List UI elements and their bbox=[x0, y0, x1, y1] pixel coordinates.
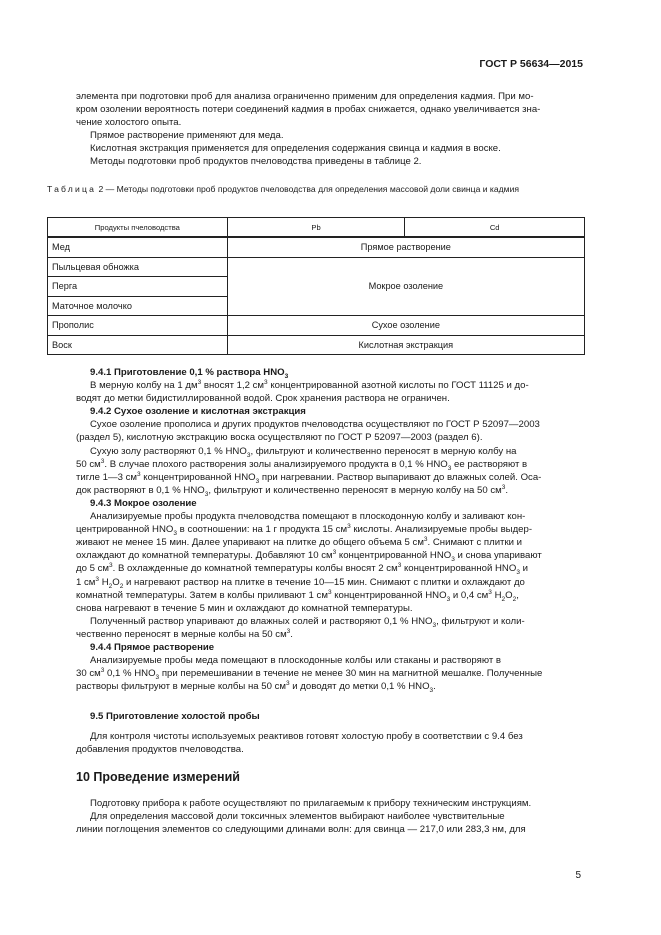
intro-paragraph-2: Прямое растворение применяют для меда. bbox=[90, 130, 284, 142]
section-9-5-title: 9.5 Приготовление холостой пробы bbox=[90, 711, 260, 722]
intro-paragraph-3: Кислотная экстракция применяется для определения содержания свинца и кадмия в воске. bbox=[90, 143, 501, 155]
section-9-4-3-line-5: до 5 $см^3$. В охлажденные до комнатной температуры колбы вносят 2 $см^3$ концентрированной $HNO_3$ и bbox=[76, 562, 528, 577]
section-9-4-3-line-2: центрированной $HNO_3$ в соотношении: на 1 г продукта 15 $см^3$ кислоты. Анализируемые пробы выдер- bbox=[76, 522, 533, 538]
intro-line-3: чение холостого опыта. bbox=[76, 117, 182, 129]
table-cell-product: Прополис bbox=[48, 316, 228, 336]
section-9-4-2-para-1: Сухое озоление прополиса и других продуктов пчеловодства осуществляют по ГОСТ Р 52097—2003 bbox=[90, 419, 540, 431]
section-9-5 bbox=[76, 710, 584, 756]
section-9-4-3-title: 9.4.3 Мокрое озоление bbox=[90, 497, 197, 509]
section-9-4-3-line-4: охлаждают до комнатной температуры. Добавляют 10 $см^3$ концентрированной $HNO_3$ и снова упаривают bbox=[76, 549, 542, 564]
table-caption bbox=[47, 184, 585, 196]
document-code: ГОСТ Р 56634—2015 bbox=[479, 58, 583, 70]
intro-block bbox=[76, 90, 584, 169]
table-cell-product: Маточное молочко bbox=[48, 296, 228, 316]
section-9-4-4-line-3: растворы фильтруют в мерные колбы на 50 $см^3$ и доводят до метки 0,1 % $HNO_3$. bbox=[76, 680, 436, 695]
table-caption-label: Таблица bbox=[47, 184, 97, 194]
table-cell-product: Воск bbox=[48, 335, 228, 355]
table-header-row bbox=[48, 218, 585, 238]
table-header-pb: Pb bbox=[227, 218, 405, 238]
section-9-4-2-para-2: Сухую золу растворяют 0,1 % $HNO_3$, фильтруют и количественно переносят в мерную колбу на bbox=[90, 445, 517, 459]
section-9-4-2-title: 9.4.2 Сухое озоление и кислотная экстракция bbox=[90, 406, 306, 418]
table-cell-method: Кислотная экстракция bbox=[227, 335, 584, 355]
section-10-title: 10 Проведение измерений bbox=[76, 770, 240, 784]
section-9-4-4-line-2: 30 $см^3$ 0,1 % $HNO_3$ при перемешивании в течение не менее 30 мин на магнитной мешалке. Полученные bbox=[76, 666, 543, 682]
page-number: 5 bbox=[575, 870, 581, 881]
section-9-4-3-line-6: 1 $см^3$ $H_2O_2$ и нагревают раствор на плитке в течение 10—15 мин. Снимают с плитки и охлаждают до bbox=[76, 575, 525, 590]
section-9-4-3-line-10: чественно переносят в мерные колбы на 50 $см^3$. bbox=[76, 627, 293, 640]
section-9-4-2-para-1b: (раздел 5), кислотную экстракцию воска осуществляют по ГОСТ Р 52097—2003 (раздел 6). bbox=[76, 432, 483, 444]
section-9-4-4-line-1: Анализируемые пробы меда помещают в плоскодонные колбы или стаканы и растворяют в bbox=[90, 655, 501, 667]
section-10-line-1: Подготовку прибора к работе осуществляют по прилагаемым к прибору техническим инструкциям. bbox=[90, 798, 532, 809]
section-10-line-3: линии поглощения элементов со следующими длинами волн: для свинца — 217,0 или 283,3 нм, для bbox=[76, 824, 526, 836]
table-header-cd: Cd bbox=[405, 218, 585, 238]
section-9-4-1-text-2: водят до метки бидистиллированной водой. Срок хранения раствора не ограничен. bbox=[76, 393, 450, 405]
section-9-5-line-2: добавления продуктов пчеловодства. bbox=[76, 744, 244, 756]
table-row bbox=[48, 316, 585, 336]
section-9-4-2-para-2d: док растворяют в 0,1 % $HNO_3$, фильтруют и количественно переносят в мерную колбу на 50 $см^3$. bbox=[76, 483, 509, 498]
section-9-4-2-para-2c: тигле 1—3 $см^3$ концентрированной $HNO_3$ при нагревании. Раствор выпаривают до влажных солей. Оса- bbox=[76, 470, 542, 485]
methods-table bbox=[47, 217, 585, 355]
section-9-4-1-text: В мерную колбу на 1 $дм^3$ вносят 1,2 $см^3$ концентрированной азотной кислоты по ГОСТ 11125 и до- bbox=[90, 378, 529, 392]
intro-line-2: кром озолении вероятность потери соединений кадмия в пробах снижается, однако увеличивается зна- bbox=[76, 104, 541, 116]
section-9-4-3-line-1: Анализируемые пробы продукта пчеловодства помещают в плоскодонную колбу и заливают кон- bbox=[90, 511, 526, 523]
table-cell-product: Пыльцевая обножка bbox=[48, 257, 228, 277]
section-10-line-2: Для определения массовой доли токсичных элементов выбирают наиболее чувствительные bbox=[90, 811, 505, 823]
section-9-4-1-title: 9.4.1 Приготовление 0,1 % раствора $HNO_3$ bbox=[90, 367, 289, 380]
table-cell-product: Мед bbox=[48, 237, 228, 257]
table-row bbox=[48, 237, 585, 257]
intro-line-1: элемента при подготовки проб для анализа ограниченно применим для определения кадмия. При мо- bbox=[76, 91, 534, 102]
table-caption-text: 2 — Методы подготовки проб продуктов пчеловодства для определения массовой доли свинца и кадмия bbox=[96, 184, 520, 194]
table-cell-method: Прямое растворение bbox=[227, 237, 584, 257]
table-header-products: Продукты пчеловодства bbox=[48, 218, 228, 238]
section-9-4-3-line-7: комнатной температуры. Затем в колбы приливают 1 $см^3$ концентрированной $HNO_3$ и 0,4 $см^3$ $H_2O_2$, bbox=[76, 588, 519, 603]
section-9-4-4-title: 9.4.4 Прямое растворение bbox=[90, 641, 215, 653]
table-row bbox=[48, 257, 585, 277]
table-row bbox=[48, 335, 585, 355]
section-9-4-3-line-9: Полученный раствор упаривают до влажных солей и растворяют 0,1 % $HNO_3$, фильтруют и коли- bbox=[90, 615, 525, 629]
table-cell-method: Мокрое озоление bbox=[227, 257, 584, 316]
section-9-5-line-1: Для контроля чистоты используемых реактивов готовят холостую пробу в соответствии с 9.4 без bbox=[90, 731, 523, 743]
intro-paragraph-4: Методы подготовки проб продуктов пчеловодства приведены в таблице 2. bbox=[90, 156, 422, 168]
section-9-4-3-line-8: снова нагревают в течение 5 мин и охлаждают до комнатной температуры. bbox=[76, 602, 413, 614]
section-10-body bbox=[76, 797, 584, 836]
table-cell-product: Перга bbox=[48, 277, 228, 297]
table-cell-method: Сухое озоление bbox=[227, 316, 584, 336]
section-9-4-3-line-3: живают не менее 15 мин. Далее упаривают на плитке до общего объема 5 $см^3$. Снимают с плитки и bbox=[76, 536, 523, 549]
section-9-4-body bbox=[76, 366, 584, 693]
section-9-4-2-para-2b: 50 $см^3$. В случае плохого растворения золы анализируемого продукта в 0,1 % $HNO_3$ ее растворяют в bbox=[76, 457, 528, 472]
